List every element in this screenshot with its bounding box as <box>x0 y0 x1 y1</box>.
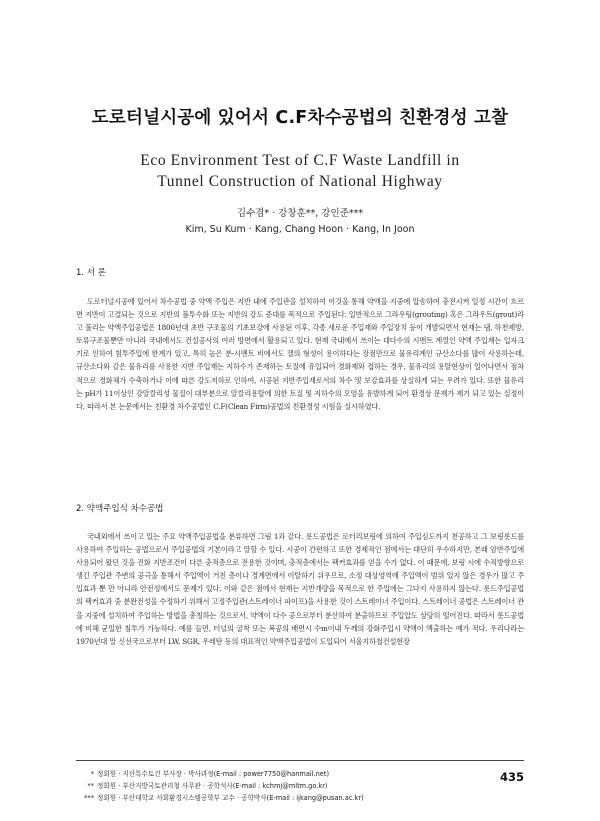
footnote-3-text: 정회원 · 부산대학교 사회환경시스템공학부 교수 · 공학박사(E-mail : ijkang@pusan.ac.kr) <box>97 794 364 802</box>
section-2-paragraph: 국내외에서 쓰이고 있는 주요 약액주입공법을 분류하면 그림 1과 같다. 롯드공법은 로터리보링에 의하여 주입심도까지 천공하고 그 보링롯드를 사용하여 주입하는 공법으로서 주입공법의 기본이라고 말할 수 있다. 시공이 간편하고 또한 경제적인 점에서는 대단히 우수하지만, 본래 암반주입에 사용되어 왔던 것을 진화 지반조건이 다른 충적층으로 전용한 것이며, 충적층에서는 팩커효과를 얻을 수가 없다. 이 때문에, 보링 시에 수직방향으로 생긴 주입관 주변의 공극을 통해서 주입액이 거친 층이나 경계면에서 이탈하기 쉬우므로, 소정 대상영역에 주입액이 범위 있지 않은 경우가 많고 주입효과 뿐 만 아니라 안전성에서도 문제가 있다. 이와 같은 점에서 현재는 지반개량을 목적으로 한 주입에는 그다지 사용하지 않는다. 롯드주입공법의 팩커효과 중 분완전성을 수정하기 위해서 고정주입관(스트레이너 파이프)을 사용한 것이 스트레이너 주입이다. 스트레이너 공법은 스트레이너 관을 지중에 설치하여 주입하는 방법을 총칭하는 것으로서, 약액이 다수 공으로부터 분산하여 분출하므로 주입압도 상당히 떨어진다. 따라서 롯드공법에 비해 균일한 침투가 가능하다. 예를 들면, 터널의 굴착 또는 복공의 배면시 수m이내 두께의 강화주입시 약액이 액출하는 예가 적다. 우리나라는 1970년대 말 신선국으로부터 LW, SGR, 우레탄 등의 대표적인 약액주입공법이 도입되어 서울지하철건설현장 <box>76 532 524 646</box>
footnote-divider <box>76 760 524 761</box>
authors-english: Kim, Su Kum · Kang, Chang Hoon · Kang, In Joon <box>185 224 415 235</box>
page-number: 435 <box>499 770 524 784</box>
paper-title-korean: 도로터널시공에 있어서 C.F차수공법의 친환경성 고찰 <box>91 108 509 128</box>
footnote-1-text: 정회원 · 지산특수토건 부사장 · 박사과정(E-mail : power7750@hanmail.net) <box>97 770 330 778</box>
section-2-heading: 2. 약액주입식 차수공법 <box>76 504 164 514</box>
section-1-paragraph: 도로터널시공에 있어서 차수공법 중 약액 주입은 지반 내에 주입관을 설치하여 이것을 통해 약액을 지중에 압송하여 충전시켜 일정 시간이 흐르면 지반이 고결되는 것으로 지반의 불투수화 또는 지반의 강도 증대를 목적으로 주입된다. 일반적으로 그라우팅(grouting) 혹은 그라우트(grout)라고 불리는 약액주입공법은 1800년대 초반 구조물의 기초보강에 사용된 이후, 각종 새로운 주입재와 주입장치 등이 개발되면서 현재는 댐, 하천제방, 토류구조물뿐만 아니라 국내에서도 건설공사의 여러 방면에서 활용되고 있다. 현재 국내에서 쓰이는 대다수의 시멘트 계열인 약액 주입재는 입자크기로 인하여 침투주입에 한계가 있고, 특히 높은 분-시멘트 비에서도 겔의 형성이 용이하다는 장점만으로 물유리계인 규산소다를 많이 사용하는데, 규산소다와 같은 물유리를 사용한 지반 주입재는 지하수가 존재하는 토질에 유입되어 경화제와 접하는 경우, 물유리의 용탈현상이 일어나면서 점차적으로 경화체가 수축하거나 이에 따른 강도저하로 인하여, 시공된 지반주입재로서의 차수 및 보강효과를 상실하게 되는 우려가 있다. 또한 물유리는 pH가 11이상인 강알칼리성 물질이 대부분으로 알칼리용탈에 의한 토질 및 지하수의 오염을 유발하게 되어 환경상 문제가 제기 되고 있는 실정이다. 따라서 본 논문에서는 친환경 차수공법인 C.F(Clean Firm)공법의 친환경성 시험을 실시하였다. <box>76 297 524 411</box>
paper-title-english-line2: Tunnel Construction of National Highway <box>157 173 443 190</box>
footnote-3 <box>80 792 364 802</box>
authors-korean: 김수겸* · 강창훈**, 강인준*** <box>236 208 364 219</box>
section-1-heading: 1. 서 론 <box>76 268 106 278</box>
footnote-2-text: 정회원 · 부산지방국토관리청 사무관 · 공학석사(E-mail : kchmj@mltm.go.kr) <box>97 782 328 790</box>
footnote-2-mark: ** <box>87 782 94 790</box>
paper-title-english <box>40 150 560 192</box>
footnote-1 <box>80 768 329 778</box>
footnote-2 <box>80 780 327 790</box>
paper-title-english-line1: Eco Environment Test of C.F Waste Landfill in <box>140 152 460 169</box>
footnote-3-mark: *** <box>84 794 94 802</box>
footnote-1-mark: * <box>90 770 94 778</box>
